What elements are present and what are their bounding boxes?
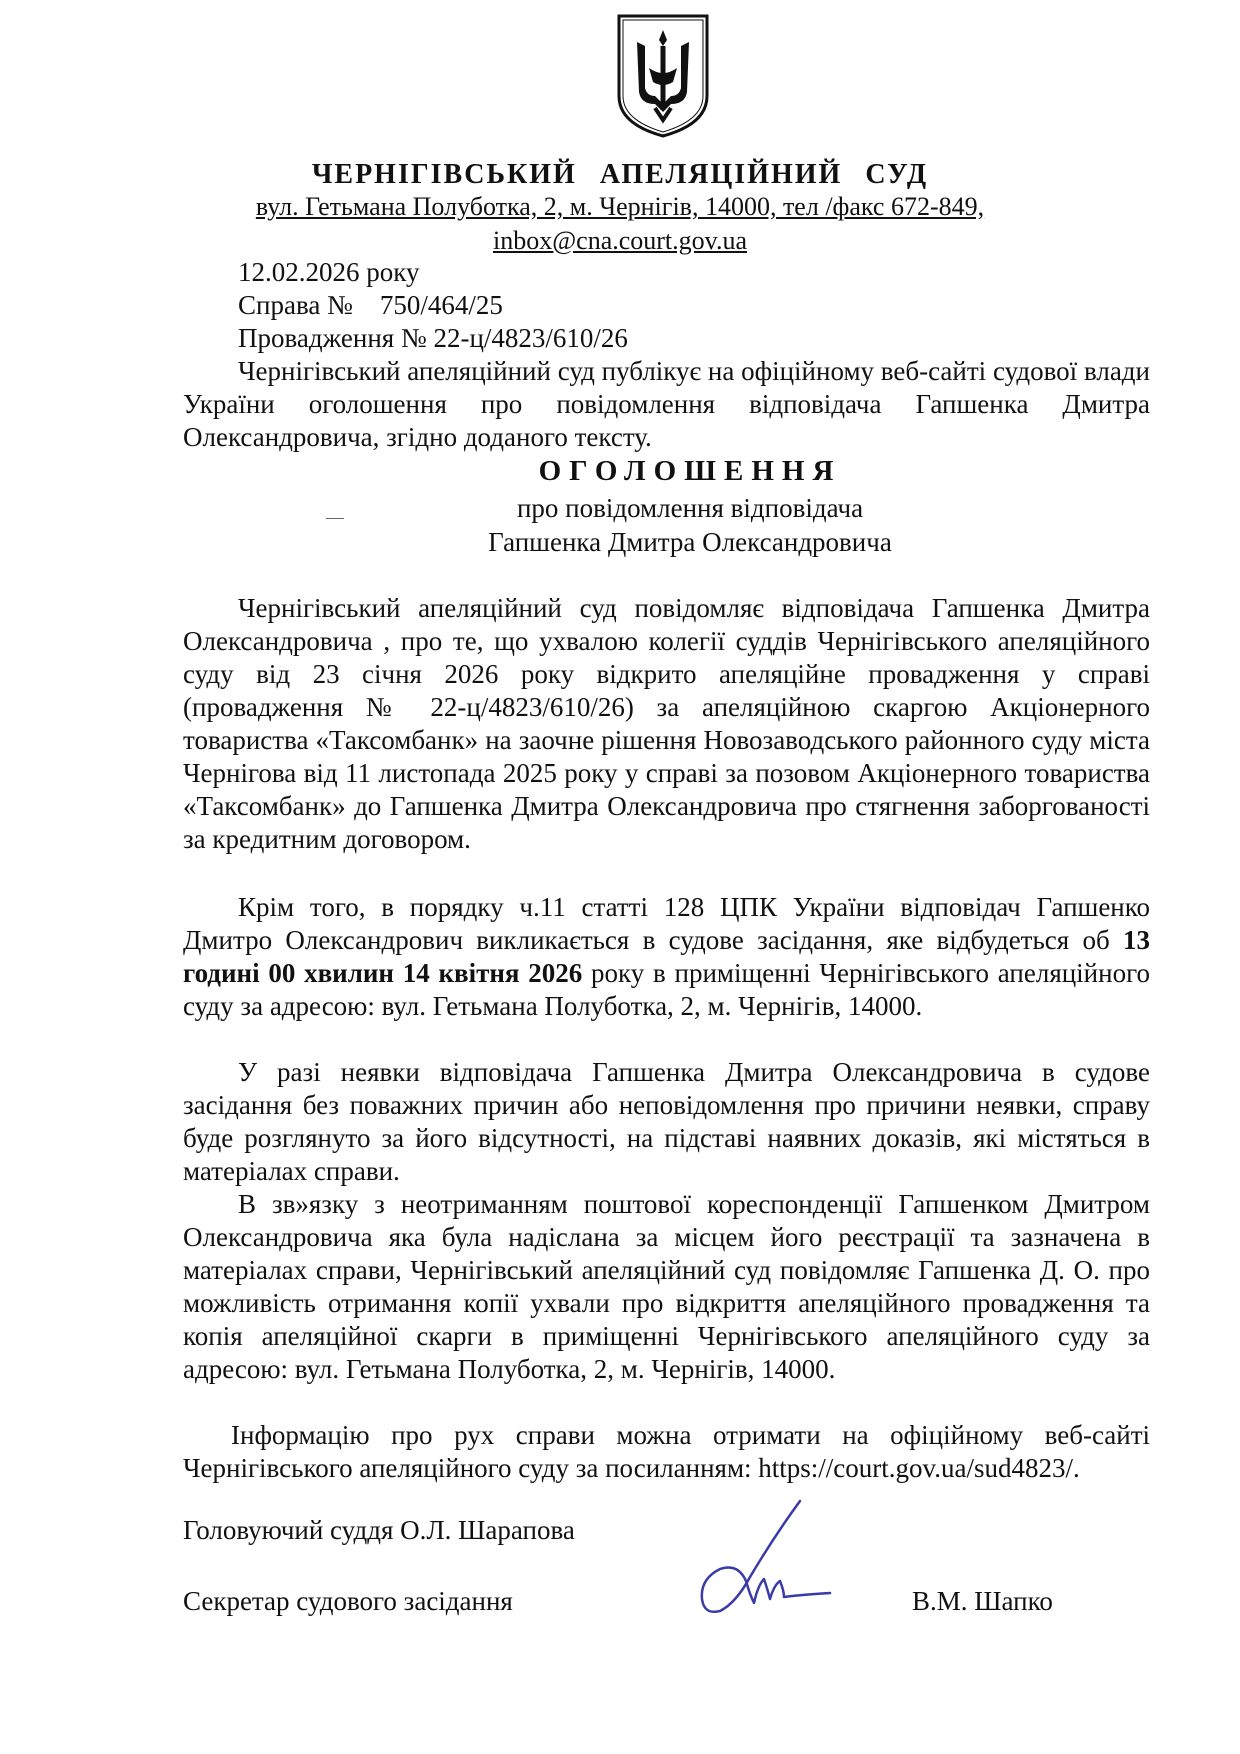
court-address [0, 190, 1240, 258]
body-paragraph-3: У разі неявки відповідача Гапшенка Дмитра Олександровича в судове засідання без поважних причин або неповідомлення про причини неявки, справу буде розглянуто за його відсутності, на підставі наявних доказів, які містяться в матеріалах справи. [183, 1057, 1150, 1186]
court-email-link[interactable]: inbox@cna.court.gov.ua [492, 226, 748, 255]
notice-title: ОГОЛОШЕННЯ [538, 455, 842, 487]
court-name: ЧЕРНІГІВСЬКИЙ АПЕЛЯЦІЙНИЙ СУД [311, 159, 929, 190]
paragraph-text: Крім того, в порядку ч.11 статті 128 ЦПК України відповідач Гапшенко Дмитро Олександрович викликається в судове засідання, яке відбудеться об [183, 892, 1150, 955]
notice-defendant-name: Гапшенка Дмитра Олександровича [488, 527, 892, 557]
handwritten-signature-icon [680, 1495, 850, 1625]
notice-subtitle: про повідомлення відповідача [516, 493, 864, 523]
body-paragraph-1: Чернігівський апеляційний суд повідомляє відповідача Гапшенка Дмитра Олександровича , про те, що ухвалою колегії суддів Чернігівського апеляційного суду від 23 січня 2026 року відкрито апеляційне провадження у справі (провадження № 22-ц/4823/610/26) за апеляційною скаргою Акціонерного товариства «Таксомбанк» на заочне рішення Новозаводського районного суду міста Чернігова від 11 листопада 2025 року у справі за позовом Акціонерного товариства «Таксомбанк» до Гапшенка Дмитра Олександровича про стягнення заборгованості за кредитним договором. [183, 593, 1150, 854]
case-number: Справа № 750/464/25 [238, 290, 503, 320]
hearing-datetime: 13 годині 00 хвилин 14 квітня 2026 [183, 925, 1150, 988]
intro-paragraph: Чернігівський апеляційний суд публікує на офіційному веб-сайті судової влади України оголошення про повідомлення відповідача Гапшенка Дмитра Олександровича, згідно доданого тексту. [183, 356, 1150, 452]
proceeding-number: Провадження № 22-ц/4823/610/26 [238, 323, 628, 353]
address-line: вул. Гетьмана Полуботка, 2, м. Чернігів, 14000, тел /факс 672-849, [255, 192, 985, 221]
secretary-name: В.М. Шапко [912, 1586, 1053, 1616]
document-date: 12.02.2026 року [238, 257, 420, 287]
body-paragraph-4: В зв»язку з неотриманням поштової кореспонденції Гапшенком Дмитром Олександровича яка була надіслана за місцем його реєстрації та зазначена в матеріалах справи, Чернігівський апеляційний суд повідомляє Гапшенка Д. О. про можливість отримання копії ухвали про відкриття апеляційного провадження та копія апеляційної скарги в приміщенні Чернігівського апеляційного суду за адресою: вул. Гетьмана Полуботка, 2, м. Чернігів, 14000. [183, 1189, 1150, 1384]
trident-emblem-icon [615, 12, 711, 140]
paragraph-text: року в приміщенні Чернігівського апеляційного суду за адресою: вул. Гетьмана Полуботка, 2, м. Чернігів, 14000. [183, 958, 1150, 1021]
case-meta [238, 256, 628, 355]
secretary-label: Секретар судового засідання [183, 1586, 513, 1616]
body-paragraph-2 [183, 891, 1150, 1023]
body-paragraph-5: Інформацію про рух справи можна отримати на офіційному веб-сайті Чернігівського апеляційного суду за посиланням: https://court.gov.ua/sud4823/. [183, 1420, 1150, 1483]
presiding-judge: Головуючий суддя О.Л. Шарапова [183, 1515, 575, 1545]
